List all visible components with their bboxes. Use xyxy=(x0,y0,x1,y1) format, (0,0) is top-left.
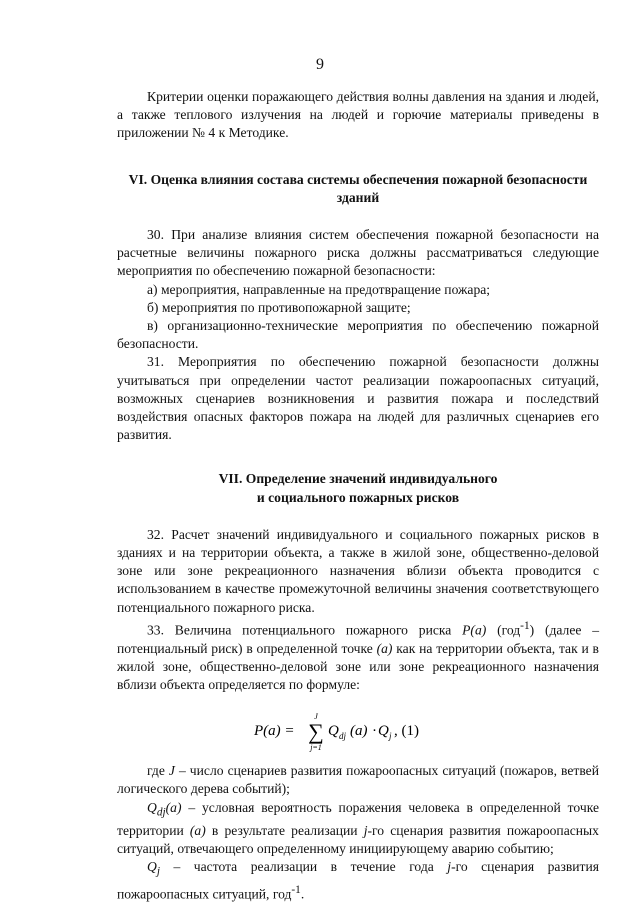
def-Q-j: j xyxy=(363,822,368,838)
def-Q-sub: dj xyxy=(156,806,166,819)
formula-sum-lower: j=1 xyxy=(310,743,322,753)
formula-q: Q xyxy=(378,723,389,740)
formula-term: Q xyxy=(328,723,339,740)
p33-text-1: 33. Величина потенциального пожарного риска xyxy=(147,622,463,638)
def-J-symbol: J xyxy=(168,763,175,779)
p33-sup: -1 xyxy=(520,619,530,632)
p33-a: (a) xyxy=(376,640,393,656)
def-Q-text-1: – условная вероятность поражения человека в определенной точке территории xyxy=(117,799,599,838)
paragraph-30-a: а) мероприятия, направленные на предотвращение пожара; xyxy=(147,281,491,297)
def-Q-symbol: Q xyxy=(147,799,157,815)
section-7-title-line-1: VII. Определение значений индивидуального xyxy=(218,471,498,487)
p33-text-4: как на территории объекта, так и в жилой зоне, общественно-деловой зоне или зоне рекреационного назначения вблизи объекта определяется по формуле: xyxy=(117,640,599,693)
def-Q-text-2: в результате реализации xyxy=(205,822,364,838)
paragraph-30: 30. При анализе влияния систем обеспечения пожарной безопасности на расчетные величины пожарного риска должны рассматриваться следующие мероприятия по обеспечению пожарной безопасности: xyxy=(117,227,599,279)
def-Qj-end: . xyxy=(300,886,305,902)
formula-svg xyxy=(248,710,468,752)
paragraph-criteria: Критерии оценки поражающего действия волны давления на здания и людей, а также теплового излучения на людей и горючие материалы приведены в приложении № 4 к Методике. xyxy=(117,89,599,141)
page-number: 9 xyxy=(316,56,324,73)
formula-number: , (1) xyxy=(394,723,419,740)
paragraph-30-b: б) мероприятия по противопожарной защите; xyxy=(147,299,411,315)
formula-lhs: P(a) = xyxy=(254,723,295,740)
def-Qj-text-2: -го сценария развития пожароопасных ситуаций, год xyxy=(117,858,599,902)
definition-Qdj xyxy=(117,799,599,858)
page-content xyxy=(117,88,599,904)
def-J-text-2: – число сценариев развития пожароопасных ситуаций (пожаров, ветвей логического дерева событий); xyxy=(117,763,599,797)
formula-q-sub: j xyxy=(389,731,392,742)
def-Qj-j: j xyxy=(447,858,452,874)
paragraph-31: 31. Мероприятия по обеспечению пожарной безопасности должны учитываться при определении частот реализации пожароопасных ситуаций, возможных сценариев возникновения и развития пожара и последствий воздействия опасных факторов пожара на людей для различных сценариев его развития. xyxy=(117,354,599,443)
formula-term-arg: (a) xyxy=(350,723,368,740)
formula-dot: · xyxy=(372,723,377,740)
paragraph-30-c: в) организационно-технические мероприятия по обеспечению пожарной безопасности. xyxy=(117,318,599,352)
p33-text-2: (год xyxy=(486,622,521,638)
formula-term-sub: dj xyxy=(339,731,347,742)
def-Q-text-3: -го сценария развития пожароопасных ситуаций, отвечающего определенному инициирующему аварию событию; xyxy=(117,822,599,856)
p33-Pa: P(a) xyxy=(462,622,487,638)
def-Q-arg: (a) xyxy=(165,799,182,815)
section-6-title: VI. Оценка влияния состава системы обеспечения пожарной безопасности зданий xyxy=(128,171,588,205)
definition-Qj xyxy=(117,858,599,904)
p33-text-3: ) (далее – потенциальный риск) в определенной точке xyxy=(117,622,599,656)
def-Qj-symbol: Q xyxy=(147,858,157,874)
section-7-title-line-2: и социального пожарных рисков xyxy=(256,489,460,505)
section-7-title xyxy=(117,470,599,506)
formula-sum-upper: J xyxy=(314,712,318,722)
def-Q-a: (a) xyxy=(189,822,206,838)
def-J-text-1: где xyxy=(147,763,169,779)
paragraph-32: 32. Расчет значений индивидуального и социального пожарных рисков в зданиях и на территории объекта, а также в жилой зоне, общественно-деловой зоне или зоне рекреационного назначения вблизи объекта проводится с использованием в качестве промежуточной величины значения соответствующего потенциального пожарного риска. xyxy=(117,526,599,615)
paragraph-33 xyxy=(117,617,599,694)
formula-1 xyxy=(117,710,599,752)
definition-J xyxy=(117,762,599,798)
def-Qj-sub: j xyxy=(156,865,160,878)
def-Qj-text-1: – частота реализации в течение года xyxy=(159,858,448,874)
formula-sum-sign: ∑ xyxy=(308,719,324,745)
def-Qj-sup: -1 xyxy=(291,883,301,896)
